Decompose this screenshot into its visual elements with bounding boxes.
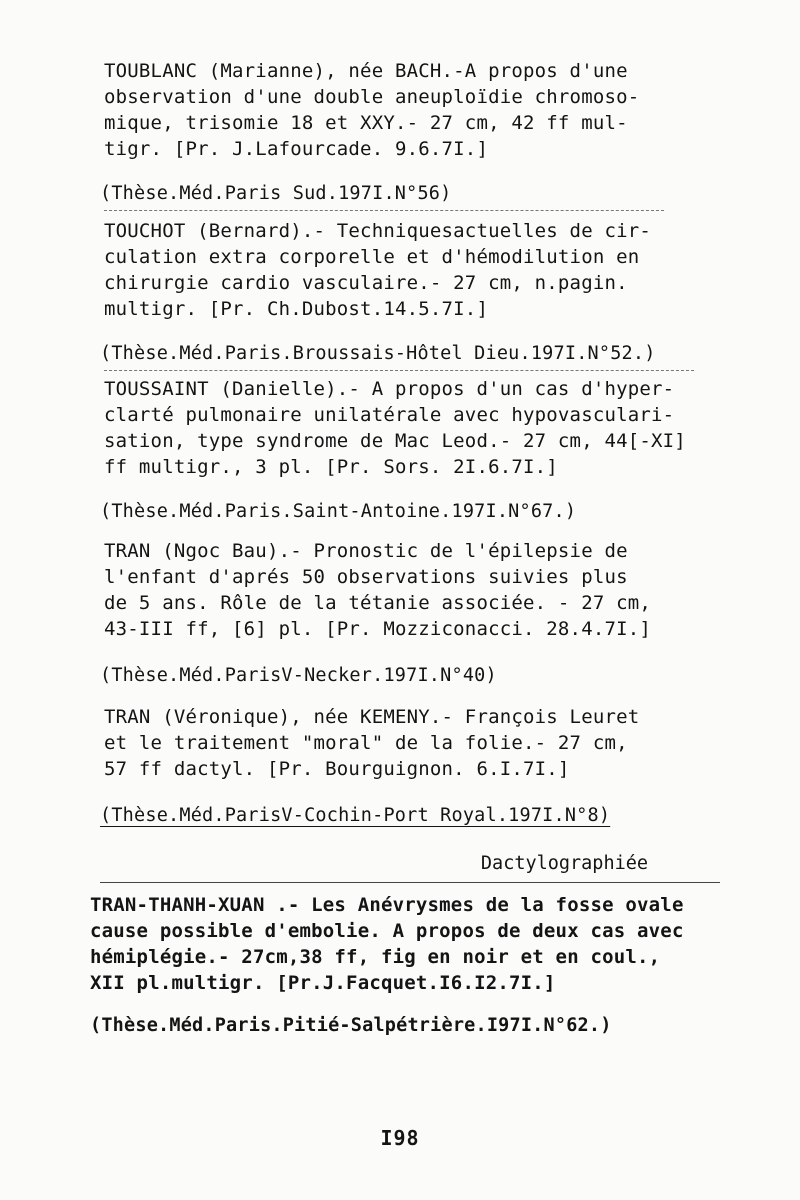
separator-rule (104, 210, 664, 212)
entry-line: TOUCHOT (Bernard).- Techniquesactuelles de cir- (104, 220, 652, 242)
entry-line: mique, trisomie 18 et XXY.- 27 cm, 42 ff mul- (104, 112, 628, 134)
bibliography-entry-tran-thanh-xuan (90, 892, 690, 996)
bibliography-entry-toussaint (104, 376, 704, 480)
entry-line: ff multigr., 3 pl. [Pr. Sors. 2I.6.7I.] (104, 456, 558, 478)
entry-line: de 5 ans. Rôle de la tétanie associée. - 27 cm, (104, 592, 652, 614)
entry-line: TRAN (Véronique), née KEMENY.- François Leuret (104, 706, 640, 728)
separator-rule (104, 370, 694, 372)
entry-line: TRAN-THANH-XUAN .- Les Anévrysmes de la fosse ovale (90, 894, 684, 916)
bibliography-entry-tran-veronique (104, 704, 704, 782)
entry-line: XII pl.multigr. [Pr.J.Facquet.I6.I2.7I.] (90, 972, 556, 994)
bibliography-entry-touchot (104, 218, 704, 322)
page-number: I98 (380, 1126, 420, 1150)
bibliography-entry-tran-ngoc-bau (104, 538, 704, 642)
thesis-reference: (Thèse.Méd.Paris.Pitié-Salpétrière.I97I.N°62.) (90, 1015, 612, 1036)
entry-line: multigr. [Pr. Ch.Dubost.14.5.7I.] (104, 298, 489, 320)
entry-line: et le traitement "moral" de la folie.- 27 cm, (104, 732, 628, 754)
entry-line: observation d'une double aneuploïdie chromoso- (104, 86, 640, 108)
entry-line: clarté pulmonaire unilatérale avec hypovasculari- (104, 404, 675, 426)
entry-line: hémiplégie.- 27cm,38 ff, fig en noir et en coul., (90, 946, 661, 968)
entry-line: culation extra corporelle et d'hémodilution en (104, 246, 640, 268)
entry-line: chirurgie cardio vasculaire.- 27 cm, n.pagin. (104, 272, 628, 294)
entry-line: cause possible d'embolie. A propos de deux cas avec (90, 920, 684, 942)
entry-line: l'enfant d'aprés 50 observations suivies plus (104, 566, 628, 588)
separator-rule (100, 882, 720, 883)
thesis-reference: (Thèse.Méd.Paris.Saint-Antoine.197I.N°67.) (100, 501, 577, 522)
entry-line: TOUSSAINT (Danielle).- A propos d'un cas d'hyper- (104, 378, 675, 400)
entry-line: sation, type syndrome de Mac Leod.- 27 cm, 44[-XI] (104, 430, 686, 452)
entry-line: TOUBLANC (Marianne), née BACH.-A propos d'une (104, 60, 628, 82)
entry-line: TRAN (Ngoc Bau).- Pronostic de l'épilepsie de (104, 540, 628, 562)
thesis-reference: (Thèse.Méd.ParisV-Necker.197I.N°40) (100, 665, 497, 686)
thesis-reference: (Thèse.Méd.ParisV-Cochin-Port Royal.197I.N°8) (100, 805, 611, 826)
entry-line: 43-III ff, [6] pl. [Pr. Mozziconacci. 28.4.7I.] (104, 618, 652, 640)
dactylographiee-note: Dactylographiée (480, 853, 648, 874)
thesis-reference: (Thèse.Méd.Paris Sud.197I.N°56) (100, 183, 452, 204)
entry-line: 57 ff dactyl. [Pr. Bourguignon. 6.I.7I.] (104, 758, 570, 780)
thesis-reference: (Thèse.Méd.Paris.Broussais-Hôtel Dieu.197I.N°52.) (100, 343, 656, 364)
entry-line: tigr. [Pr. J.Lafourcade. 9.6.7I.] (104, 138, 489, 160)
bibliography-entry-toublanc (104, 58, 704, 162)
